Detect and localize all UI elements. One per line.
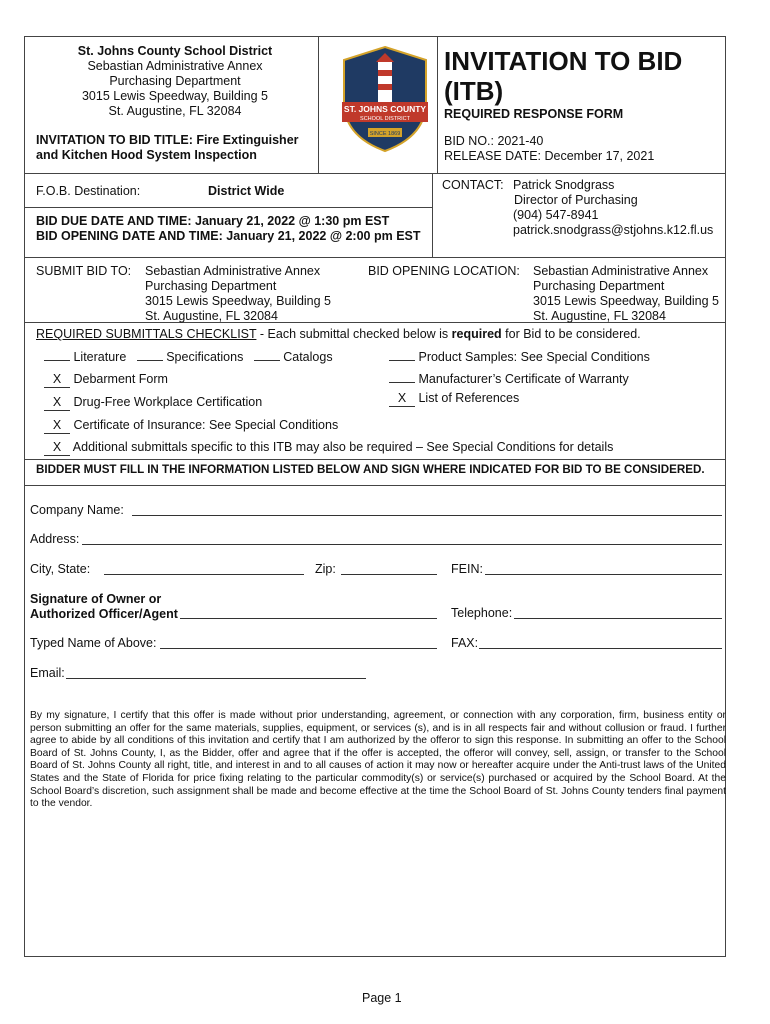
zip-label: Zip: [315,562,336,576]
fax-field[interactable] [479,636,722,649]
submit-label: SUBMIT BID TO: [36,264,132,278]
checkbox-references[interactable]: X [389,391,415,407]
item-insurance: Certificate of Insurance: See Special Conditions [73,418,339,432]
checkbox-debarment[interactable]: X [44,372,70,388]
item-additional: Additional submittals specific to this ITB may also be required – See Special Conditions for details [72,440,614,454]
checklist-product-samples [389,350,650,365]
opening-line: Purchasing Department [533,279,665,293]
contact-phone: (904) 547-8941 [513,208,599,222]
item-product-samples: Product Samples: See Special Conditions [418,350,650,364]
bidder-notice: BIDDER MUST FILL IN THE INFORMATION LISTED BELOW AND SIGN WHERE INDICATED FOR BID TO BE CONSIDERED. [36,463,705,476]
fob-divider [432,173,433,257]
address-label: Address: [30,532,80,546]
itb-title-line: INVITATION TO BID TITLE: Fire Extinguisher [36,133,299,147]
telephone-label: Telephone: [451,606,513,620]
fein-field[interactable] [485,562,722,575]
opening-line: Sebastian Administrative Annex [533,264,709,278]
contact-label: CONTACT: [442,178,504,192]
notice-rule [24,485,726,486]
district-name: St. Johns County School District [77,44,273,58]
checklist-debarment [44,372,168,388]
district-line: 3015 Lewis Speedway, Building 5 [81,89,268,103]
opening-line: St. Augustine, FL 32084 [533,309,666,323]
email-field[interactable] [66,666,366,679]
checklist-rule [24,459,726,460]
checklist-references [389,391,519,407]
checklist-title: REQUIRED SUBMITTALS CHECKLIST [36,327,257,341]
item-manufacturer: Manufacturer’s Certificate of Warranty [418,372,629,386]
fein-label: FEIN: [451,562,483,576]
checklist-row-1 [44,350,333,365]
form-frame [24,36,726,957]
checklist-manufacturer [389,372,629,387]
checkbox-drug-free[interactable]: X [44,395,70,411]
logo-text: ST. JOHNS COUNTY [343,104,427,114]
opening-line: 3015 Lewis Speedway, Building 5 [533,294,720,308]
response-form-label: REQUIRED RESPONSE FORM [444,107,624,121]
header-rule [24,173,726,174]
doc-title-line: INVITATION TO BID [444,46,683,76]
item-drug-free: Drug-Free Workplace Certification [73,395,263,409]
doc-title [444,46,682,106]
contact-block [513,178,713,238]
header-divider-right [437,36,438,173]
district-logo [340,44,430,154]
city-state-label: City, State: [30,562,91,576]
typed-name-label: Typed Name of Above: [30,636,157,650]
city-state-field[interactable] [104,562,304,575]
zip-field[interactable] [341,562,437,575]
company-name-field[interactable] [132,503,722,516]
item-debarment: Debarment Form [73,372,168,386]
signature-label-line: Authorized Officer/Agent [30,607,178,621]
submit-line: Purchasing Department [145,279,277,293]
fob-label: F.O.B. Destination: [36,184,141,198]
opening-address [533,264,719,324]
item-specifications: Specifications [166,350,244,364]
bid-number: BID NO.: 2021-40 [444,134,544,148]
company-name-label: Company Name: [30,503,124,517]
contact-email[interactable]: patrick.snodgrass@stjohns.k12.fl.us [513,223,714,237]
signature-field[interactable] [180,606,437,619]
checkbox-insurance[interactable]: X [44,418,70,434]
checkbox-specifications[interactable] [137,360,163,361]
signature-label [30,592,178,622]
item-literature: Literature [73,350,127,364]
opening-location-label: BID OPENING LOCATION: [368,264,520,278]
district-line: Sebastian Administrative Annex [87,59,263,73]
district-line: St. Augustine, FL 32084 [108,104,242,118]
checklist-text: for Bid to be considered. [501,327,641,341]
submit-address [145,264,331,324]
address-field[interactable] [82,532,722,545]
logo-since: SINCE 1869 [369,131,401,137]
submit-line: 3015 Lewis Speedway, Building 5 [145,294,332,308]
district-address [30,44,320,119]
checkbox-catalogs[interactable] [254,360,280,361]
doc-title-line: (ITB) [444,76,504,106]
itb-title [36,133,316,163]
fob-rule [24,207,432,208]
checklist-additional [44,440,613,456]
release-date: RELEASE DATE: December 17, 2021 [444,149,655,163]
checkbox-product-samples[interactable] [389,360,415,361]
fax-label: FAX: [451,636,479,650]
checklist-insurance [44,418,338,434]
submit-line: Sebastian Administrative Annex [145,264,321,278]
due-rule [24,257,726,258]
telephone-field[interactable] [514,606,722,619]
item-catalogs: Catalogs [283,350,333,364]
logo-sub: SCHOOL DISTRICT [360,116,410,122]
email-label: Email: [30,666,65,680]
checkbox-additional[interactable]: X [44,440,70,456]
checkbox-manufacturer[interactable] [389,382,415,383]
checklist-text: - Each submittal checked below is [256,327,452,341]
typed-name-field[interactable] [160,636,437,649]
signature-label-line: Signature of Owner or [30,592,162,606]
fob-value: District Wide [208,184,285,198]
checkbox-literature[interactable] [44,360,70,361]
page-number: Page 1 [362,991,402,1005]
bid-due-date: BID DUE DATE AND TIME: January 21, 2022 @ 1:30 pm EST [36,214,390,228]
submit-line: St. Augustine, FL 32084 [145,309,278,323]
contact-title: Director of Purchasing [514,193,638,207]
district-line: Purchasing Department [109,74,241,88]
item-references: List of References [418,391,520,405]
itb-title-line: and Kitchen Hood System Inspection [36,148,257,162]
checklist-heading [36,327,641,342]
checklist-drug-free [44,395,262,411]
district-seal-icon [340,44,430,154]
checklist-required: required [451,327,502,341]
certification-text: By my signature, I certify that this offer is made without prior understanding, agreement, or connection with any corporation, firm, business entity or person submitting an offer for the same materials, supplies, equipment, or services (s), and is in all respects fair and without collusion or fraud. I further agree to abide by all conditions of this invitation and certify that I am authorized by the offeror to sign this response. In submitting an offer to the School Board of St. Johns County, I, as the Bidder, offer and agree that if the offer is accepted, the offeror will convey, sell, assign, or transfer to the School Board of St. Johns County all right, title, and interest in and to all causes of action it may now or hereafter acquire under the Anti-trust laws of the United States and the State of Florida for price fixing relating to the particular commodity(s) or service(s) purchased or acquired by the School Board. At the School Board’s discretion, such assignment shall be made and become effective at the time the School Board of St. Johns County tenders final payment to the vendor. [30,710,726,810]
bid-opening-date: BID OPENING DATE AND TIME: January 21, 2022 @ 2:00 pm EST [36,229,421,243]
contact-name: Patrick Snodgrass [513,178,615,192]
